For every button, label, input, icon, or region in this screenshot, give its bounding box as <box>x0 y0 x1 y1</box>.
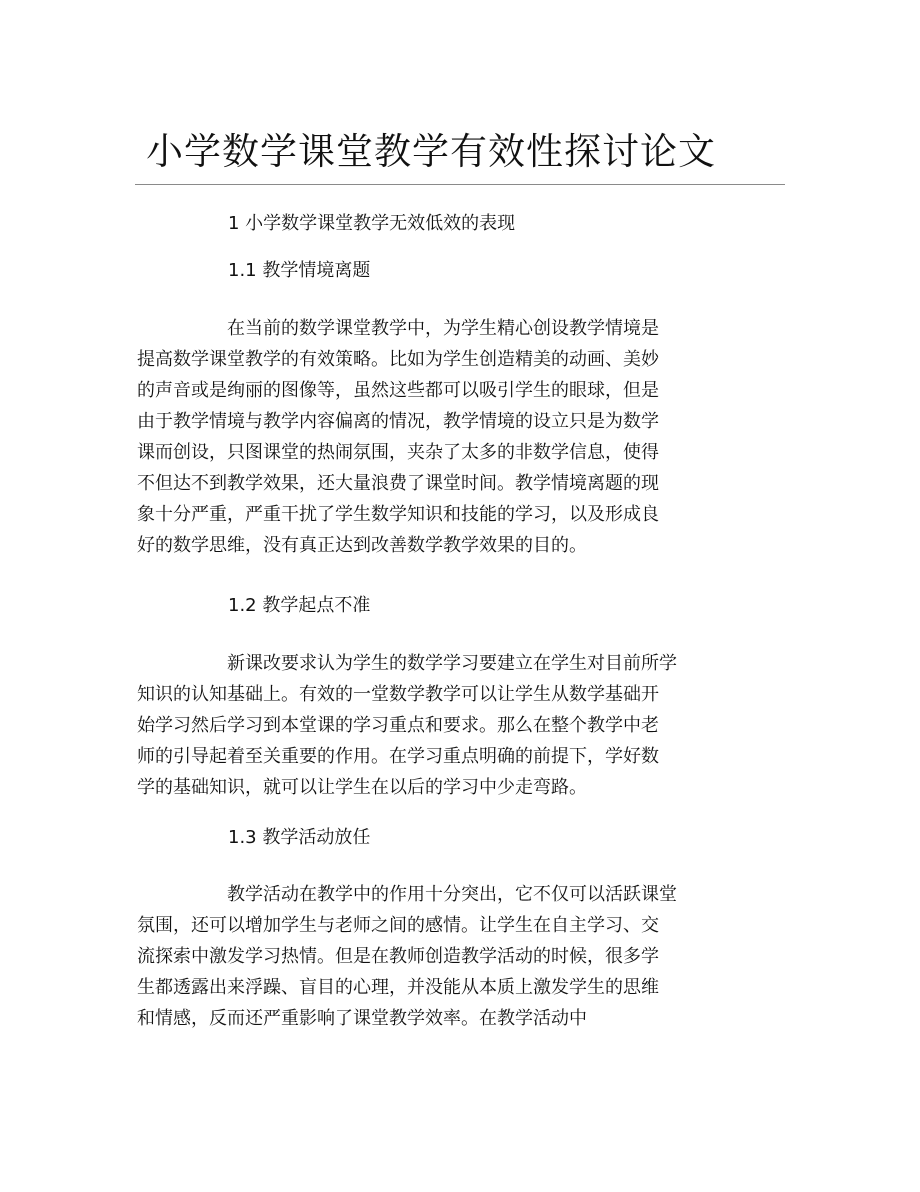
section-heading-1-1: 1.1 教学情境离题 <box>228 260 371 281</box>
paragraph-line: 和情感，反而还严重影响了课堂教学效率。在教学活动中 <box>137 1008 587 1029</box>
paragraph-line: 好的数学思维，没有真正达到改善数学教学效果的目的。 <box>137 535 587 556</box>
paragraph-line: 教学活动在教学中的作用十分突出，它不仅可以活跃课堂 <box>227 884 677 905</box>
paragraph-line: 生都透露出来浮躁、盲目的心理，并没能从本质上激发学生的思维 <box>137 977 659 998</box>
section-heading-1-2: 1.2 教学起点不准 <box>228 595 371 616</box>
paragraph-line: 师的引导起着至关重要的作用。在学习重点明确的前提下，学好数 <box>137 746 659 767</box>
paragraph-1-3 <box>137 879 737 1034</box>
paragraph-line: 不但达不到教学效果，还大量浪费了课堂时间。教学情境离题的现 <box>137 473 659 494</box>
paragraph-line: 课而创设，只图课堂的热闹氛围，夹杂了太多的非数学信息，使得 <box>137 442 659 463</box>
paragraph-line: 的声音或是绚丽的图像等，虽然这些都可以吸引学生的眼球，但是 <box>137 380 659 401</box>
paragraph-line: 流探索中激发学习热情。但是在教师创造教学活动的时候，很多学 <box>137 946 659 967</box>
paragraph-line: 提高数学课堂教学的有效策略。比如为学生创造精美的动画、美妙 <box>137 349 659 370</box>
title-divider <box>135 184 785 185</box>
paragraph-line: 氛围，还可以增加学生与老师之间的感情。让学生在自主学习、交 <box>137 915 659 936</box>
paragraph-line: 学的基础知识，就可以让学生在以后的学习中少走弯路。 <box>137 777 587 798</box>
paragraph-1-1 <box>137 313 737 561</box>
paragraph-line: 在当前的数学课堂教学中，为学生精心创设教学情境是 <box>227 318 659 339</box>
paragraph-line: 始学习然后学习到本堂课的学习重点和要求。那么在整个教学中老 <box>137 715 659 736</box>
document-title: 小学数学课堂教学有效性探讨论文 <box>146 130 716 173</box>
section-heading-1-3: 1.3 教学活动放任 <box>228 827 371 848</box>
paragraph-line: 象十分严重，严重干扰了学生数学知识和技能的学习，以及形成良 <box>137 504 659 525</box>
paragraph-1-2 <box>137 648 737 803</box>
paragraph-line: 新课改要求认为学生的数学学习要建立在学生对目前所学 <box>227 653 677 674</box>
section-heading-1: 1 小学数学课堂教学无效低效的表现 <box>228 213 516 234</box>
paragraph-line: 由于教学情境与教学内容偏离的情况，教学情境的设立只是为数学 <box>137 411 659 432</box>
paragraph-line: 知识的认知基础上。有效的一堂数学教学可以让学生从数学基础开 <box>137 684 659 705</box>
